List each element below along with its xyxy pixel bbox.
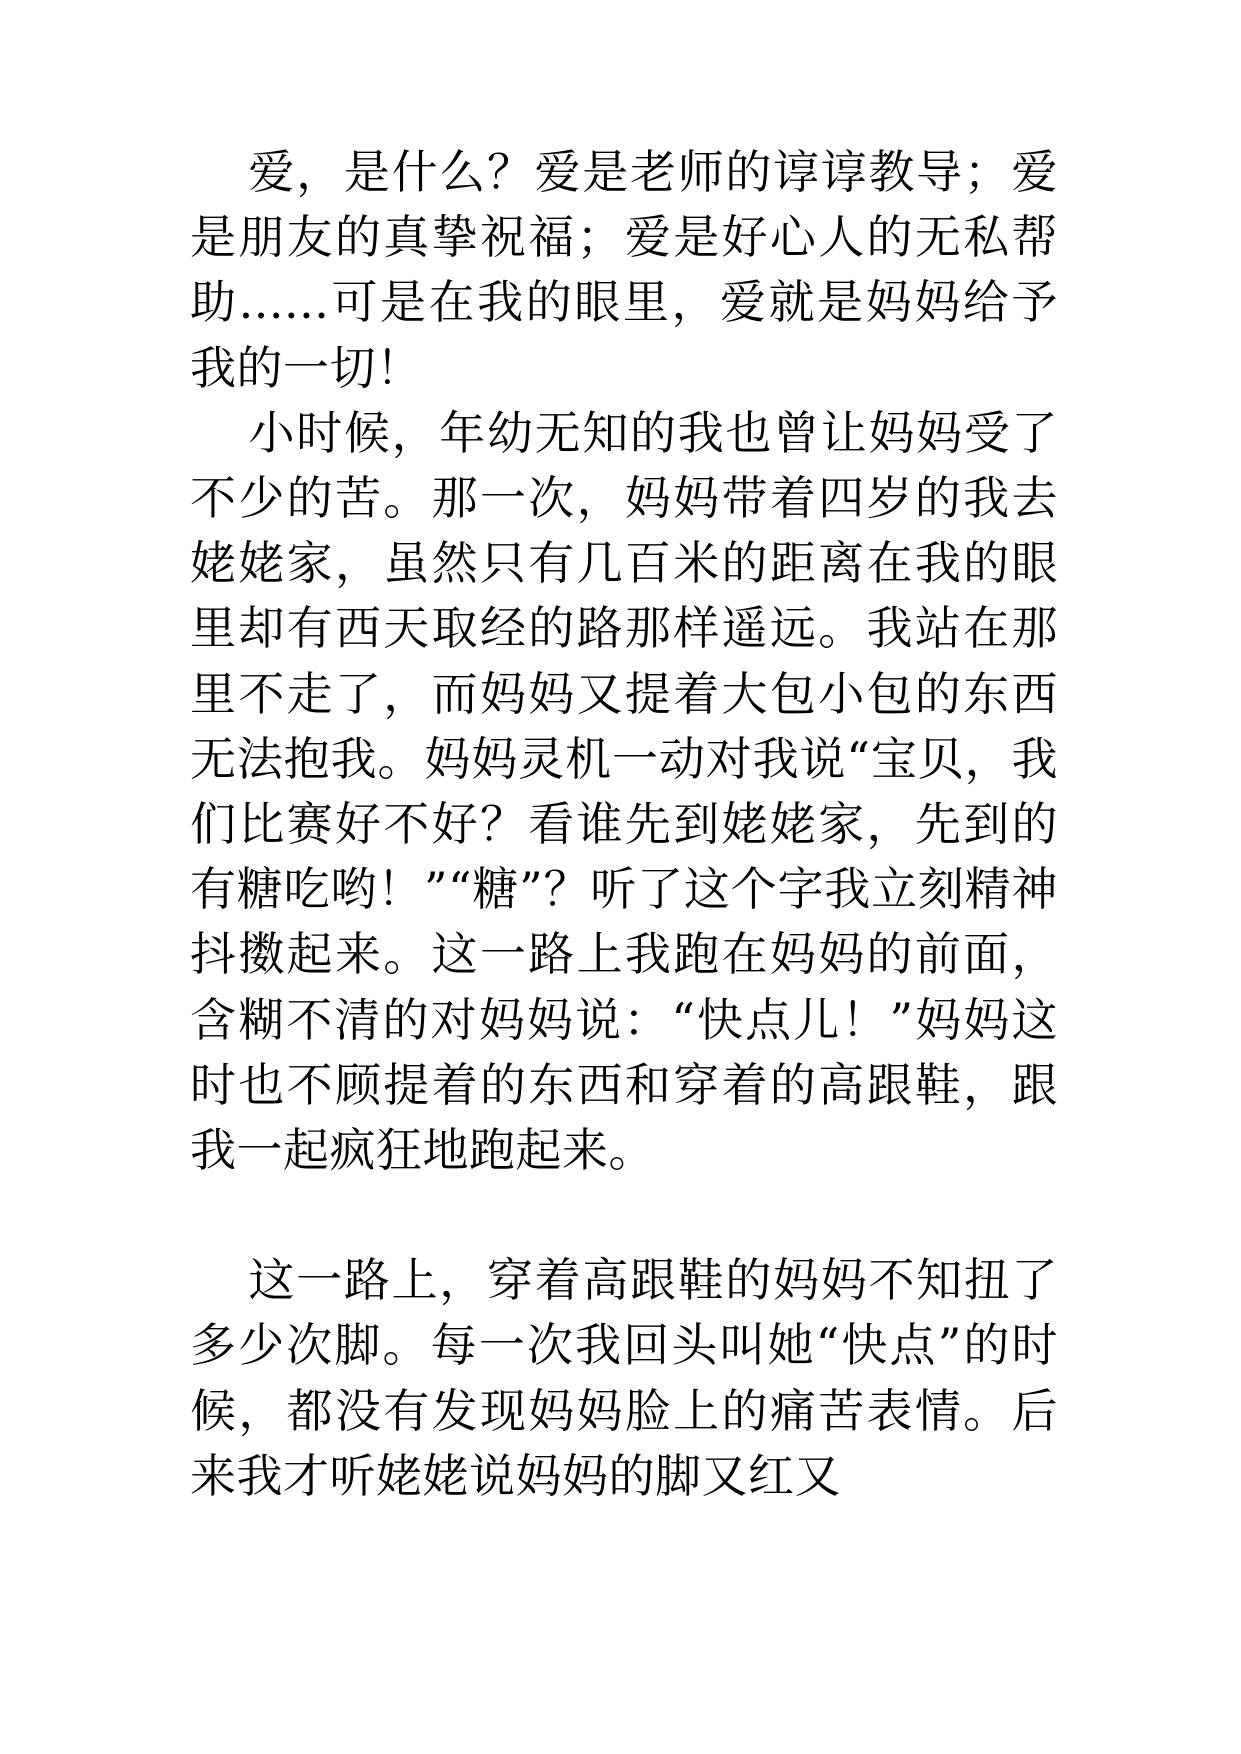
paragraph-spacer — [190, 1183, 1058, 1248]
paragraph-2: 小时候，年幼无知的我也曾让妈妈受了不少的苦。那一次，妈妈带着四岁的我去姥姥家，虽然只有几百米的距离在我的眼里却有西天取经的路那样遥远。我站在那里不走了，而妈妈又提着大包小包的东西无法抱我。妈妈灵机一动对我说“宝贝，我们比赛好不好？看谁先到姥姥家，先到的有糖吃哟！”“糖”？听了这个字我立刻精神抖擞起来。这一路上我跑在妈妈的前面，含糊不清的对妈妈说：“快点儿！”妈妈这时也不顾提着的东西和穿着的高跟鞋，跟我一起疯狂地跑起来。 — [190, 405, 1058, 1178]
paragraph-1: 爱，是什么？爱是老师的谆谆教导；爱是朋友的真挚祝福；爱是好心人的无私帮助......可是在我的眼里，爱就是妈妈给予我的一切！ — [190, 145, 1058, 395]
paragraph-3: 这一路上，穿着高跟鞋的妈妈不知扭了多少次脚。每一次我回头叫她“快点”的时候，都没有发现妈妈脸上的痛苦表情。后来我才听姥姥说妈妈的脚又红又 — [190, 1253, 1058, 1503]
essay-body — [190, 140, 1058, 1509]
